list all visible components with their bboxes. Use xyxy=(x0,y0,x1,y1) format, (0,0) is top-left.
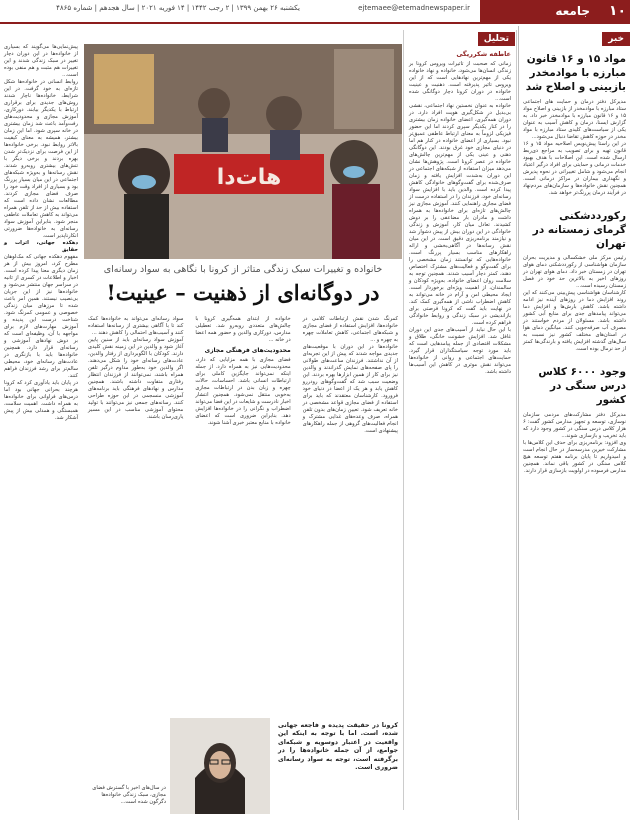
news-label: خبر xyxy=(602,32,630,46)
left-text-column xyxy=(0,44,82,820)
byline: عاطفه شکرریگی xyxy=(456,50,511,58)
left-col-text-2: مفهوم دهکده جهانی که مک‌لوهان مطرح کرد، امروز بیش از هر زمان دیگری معنا پیدا کرده است. اخبار و اطلاعات در کسری از ثانیه در سراسر جهان منتشر می‌شود و خانواده‌ها نیز از این جریان بی‌نصیب نیستند. همین امر باعث شده تا مرزهای میان زندگی خصوصی و عمومی کمرنگ شود. شناخت درست این پدیده و آموزش مهارت‌های لازم برای مواجهه با آن، وظیفه‌ای است که بر دوش نهادهای آموزشی و رسانه‌ای قرار دارد. همچنین خانواده‌ها باید با بازنگری در عادت‌های رسانه‌ای خود، محیطی سالم‌تر برای رشد فرزندان فراهم کنند. xyxy=(4,254,78,379)
news-body-1-cont: در این راستا پیش‌نویس اصلاحیه مواد ۱۵ و ۱۶ قانون تهیه و برای تصویب به مراجع ذی‌ربط ارسال شده است. این اصلاحات با هدف بهبود خدمات درمانی و حمایتی برای افراد درگیر اعتیاد انجام می‌شود و شامل تغییراتی در نحوه پذیرش و نگهداری بیماران در مراکز درمانی است. همچنین نقش خانواده‌ها و سازمان‌های مردم‌نهاد در فرآیند درمان پررنگ‌تر خواهد شد. xyxy=(523,140,626,196)
news-headline-1[interactable]: مواد ۱۵ و ۱۶ قانون مبارزه با موادمخدر بازبینی و اصلاح شد xyxy=(525,53,626,94)
body-column-3 xyxy=(84,316,187,736)
analysis-body: زمانی که صحبت از تاثیرات ویروس کرونا بر زندگی انسان‌ها می‌شود، خانواده و نهاد خانواده یکی از مهم‌ترین نهادهایی است که از این ویروس تاثیر پذیرفته است. ذهنیت و عینیت خانواده در دوران کرونا دچار دوگانگی شده است... xyxy=(409,61,511,102)
section-tag xyxy=(480,0,630,22)
analysis-body-cont: خانواده به عنوان نخستین نهاد اجتماعی، نقشی بی‌بدیل در شکل‌گیری هویت افراد دارد. در دوران همه‌گیری، اعضای خانواده زمان بیشتری را در کنار یکدیگر سپری کردند اما این حضور فیزیکی لزوماً به معنای ارتباط عاطفی عمیق‌تر نبود. بسیاری از اعضای خانواده در کنار هم اما در دنیای مجازی خود غرق بودند. این دوگانگی ذهنی و عینی یکی از مهم‌ترین چالش‌های خانواده در عصر کرونا است. پژوهش‌ها نشان می‌دهد میزان استفاده از شبکه‌های اجتماعی در این دوران به‌شدت افزایش یافته و زمان صرف‌شده برای گفت‌وگوهای خانوادگی کاهش پیدا کرده است. والدین باید با افزایش سواد رسانه‌ای خود، فرزندان را در استفاده درست از فضای مجازی راهنمایی کنند. آموزش مجازی نیز چالش‌های تازه‌ای برای خانواده‌ها به همراه داشت و مادران بار مضاعفی را بر دوش کشیدند. تعادل میان کار، آموزش و زندگی خانوادگی در این دوران بیش از پیش دشوار شد و نیازمند برنامه‌ریزی دقیق است. در این میان نقش رسانه‌ها در آگاهی‌بخشی و ارائه راهکارهای مناسب بسیار پررنگ است. خانواده‌هایی که توانستند زمان مشخصی را برای گفت‌وگو و فعالیت‌های مشترک اختصاص دهند، کمتر دچار آسیب شدند. همچنین توجه به سلامت روان اعضای خانواده، به‌ویژه کودکان و سالمندان، از اهمیت ویژه‌ای برخوردار است. ایجاد محیطی امن و آرام در خانه می‌تواند به کاهش اضطراب ناشی از همه‌گیری کمک کند. در نهایت باید گفت که کرونا فرصتی برای بازاندیشی در سبک زندگی و روابط خانوادگی فراهم کرده است. xyxy=(409,103,511,326)
author-portrait xyxy=(170,718,270,814)
analysis-body-cont-2: با این حال نباید از آسیب‌های جدی این دوران غافل شد. افزایش خشونت خانگی، طلاق و مشکلات اقتصادی از جمله پیامدهایی است که باید مورد توجه سیاستگذاران قرار گیرد. حمایت‌های اجتماعی و روانی از خانواده‌ها می‌تواند نقش موثری در کاهش این آسیب‌ها داشته باشد. xyxy=(409,327,511,375)
portrait-image xyxy=(170,718,270,814)
quote-box xyxy=(274,718,402,814)
left-col-text-3: در پایان باید یادآوری کرد که کرونا هرچند بحرانی جهانی بود اما درس‌های فراوانی برای خانواده‌ها به همراه داشت. اهمیت سلامت، همبستگی و همدلی بیش از پیش آشکار شد. xyxy=(4,380,78,421)
feature-article xyxy=(0,26,402,820)
bazaar-image xyxy=(84,44,402,259)
body-col-1-cont: خانواده‌ها در این دوران با موقعیت‌های جدیدی مواجه شدند که پیش از این تجربه‌ای از آن نداشتند. فرزندان ساعت‌های طولانی را پای صفحه‌های نمایش گذراندند و والدین نیز برای کار از همین ابزارها بهره بردند. این وضعیت سبب شد که گفت‌وگوهای رودررو کاهش یابد و هر یک از اعضا در دنیای خود فرورود. کارشناسان معتقدند که باید برای استفاده از فضای مجازی قواعد مشخصی در خانه تعریف شود. تعیین زمان‌های بدون تلفن همراه، صرف وعده‌های غذایی مشترک و انجام فعالیت‌های گروهی از جمله راهکارهای پیشنهادی است. xyxy=(302,344,398,434)
header-rule xyxy=(0,22,630,24)
body-column-2 xyxy=(191,316,294,736)
body-columns xyxy=(84,316,402,736)
body-col-2-text: خانواده از ابتدای همه‌گیری کرونا با چالش‌های متعددی روبه‌رو شد. تعطیلی مدارس، دورکاری والدین و حضور همه اعضا در خانه ... xyxy=(195,316,291,343)
left-col-bold: دهکده جهانی، اثرات و حقایق xyxy=(4,240,78,253)
shop-sign-text: هات‌دا xyxy=(216,165,282,190)
left-col-text: پیش‌نمایی‌ها می‌گویند که بسیاری از خانواده‌ها در این دوران دچار تغییر در سبک زندگی شدند و این تغییرات هم مثبت و هم منفی بوده است... xyxy=(4,44,78,78)
news-body-2: رئیس مرکز ملی خشکسالی و مدیریت بحران سازمان هواشناسی از رکورددشکنی دمای هوای تهران در زمستان خبر داد. دمای هوای تهران در روزهای اخیر به بالاترین حد خود در فصل زمستان رسیده است... xyxy=(523,255,626,290)
body-column-1 xyxy=(299,316,402,736)
analysis-label: تحلیل xyxy=(478,32,515,46)
news-body-2-cont: کارشناسان هواشناسی پیش‌بینی می‌کنند که این روند افزایش دما در روزهای آینده نیز ادامه داشته باشد. کاهش بارش‌ها و افزایش دما می‌تواند پیامدهای جدی برای منابع آبی کشور داشته باشد. مسئولان از مردم خواستند در مصرف آب صرفه‌جویی کنند. میانگین دمای هوا در استان‌های مختلف کشور نیز نسبت به سال‌های گذشته افزایش یافته و بارندگی‌ها کمتر از حد نرمال بوده است. xyxy=(523,290,626,353)
left-col-text-cont: روابط انسانی در خانواده‌ها شکل تازه‌ای به خود گرفت. در این شرایط، خانواده‌ها ناچار شدند روش‌های جدیدی برای برقراری ارتباط با یکدیگر بیابند. دورکاری، آموزش مجازی و محدودیت‌های رفت‌وآمد باعث شد زمان بیشتری در خانه سپری شود. اما این زمان بیشتر، همیشه به معنای کیفیت بالاتر روابط نبود. برخی خانواده‌ها از این فرصت برای نزدیک‌تر شدن بهره بردند و برخی دیگر با تنش‌های بیشتری روبه‌رو شدند. نقش رسانه‌ها و به‌ویژه شبکه‌های اجتماعی در این میان بسیار پررنگ بود و بسیاری از افراد وقت خود را صرف فضای مجازی کردند. مطالعات نشان داده است که استفاده بیش از حد از تلفن همراه می‌تواند به کاهش تعاملات عاطفی منجر شود. بنابراین آموزش سواد رسانه‌ای به خانواده‌ها ضرورتی انکارناپذیر است. xyxy=(4,79,78,239)
feature-subhead: خانواده و تغییرات سبک زندگی متاثر از کرونا با نگاهی به سواد رسانه‌ای xyxy=(103,264,383,275)
page-number: ۱۰ xyxy=(608,3,626,19)
pull-text: در سال‌های اخیر با گسترش فضای مجازی، سبک زندگی خانواده‌ها دگرگون شده است... xyxy=(92,785,166,805)
body-col-1-text: کمرنگ شدن نقش ارتباطات کلامی در خانواده‌ها، افزایش استفاده از فضای مجازی و شبکه‌های اجتماعی، کاهش تعاملات چهره به چهره و ... xyxy=(302,316,398,343)
feature-photo xyxy=(84,44,402,259)
news-body-1: مدیرکل دفتر درمان و حمایت های اجتماعی ستاد مبارزه با موادمخدر از بازبینی و اصلاح مواد ۱۵ و ۱۶ قانون مبارزه با موادمخدر خبر داد. به گزارش ایسنا، درمان و کاهش آسیب به عنوان یکی از سیاست‌های کلیدی ستاد مبارزه با مواد مخدر در حوزه کاهش تقاضا دنبال می‌شود... xyxy=(523,98,626,140)
body-col-3-cont: آموزش سواد رسانه‌ای باید از سنین پایین آغاز شود و والدین در این زمینه نقش کلیدی دارند. کودکان با الگوبرداری از رفتار والدین، عادت‌های رسانه‌ای خود را شکل می‌دهند. اگر والدین خود به‌طور مداوم درگیر تلفن همراه باشند، نمی‌توانند از فرزندان انتظار رفتاری متفاوت داشته باشند. همچنین مدارس و نهادهای فرهنگی باید برنامه‌های آموزشی منسجمی در این حوزه طراحی کنند. رسانه‌های جمعی نیز می‌توانند با تولید محتوای آموزشی مناسب در این مسیر یاری‌رسان باشند. xyxy=(88,337,184,420)
analysis-column xyxy=(405,26,515,820)
feature-headline[interactable]: در دوگانه‌ای از ذهنیت – عینیت! xyxy=(106,280,380,305)
section-email[interactable]: ejtemaee@etemadnewspaper.ir xyxy=(358,4,470,12)
page-header xyxy=(0,0,630,22)
quote-text: کرونا در حقیقت پدیده و فاجعه جهانی شده، است. اما با توجه به اینکه این واقعیت در اعتبار دوسویه و شبکه‌ای جوامع، از آن جمله خانواده‌ها را در برگرفته است، توجه به سواد رسانه‌ای ضروری است. xyxy=(278,722,398,772)
body-col-2-cont: فضای مجازی با همه مزایایی که دارد، محدودیت‌هایی نیز به همراه دارد. از جمله اینکه نمی‌تواند جایگزین کاملی برای ارتباطات انسانی باشد. احساسات، حالات چهره و زبان بدن در ارتباطات مجازی به‌خوبی منتقل نمی‌شود. همچنین انتشار اخبار نادرست و شایعات در این فضا می‌تواند اضطراب و نگرانی را در خانواده‌ها افزایش دهد. بنابراین ضروری است که اعضای خانواده با منابع معتبر خبری آشنا شوند. xyxy=(195,357,291,426)
news-body-3-cont: وی افزود: برنامه‌ریزی برای حذف این کلاس‌ها با مشارکت خیرین مدرسه‌ساز در حال انجام است و امیدواریم تا پایان برنامه هفتم توسعه هیچ کلاس سنگی در کشور باقی نماند. همچنین مدارس فرسوده در اولویت بازسازی قرار دارند. xyxy=(523,439,626,474)
news-headline-3[interactable]: وجود ۶۰۰۰ کلاس درس سنگی در کشور xyxy=(538,366,626,407)
inline-subtitle: محدودیت‌های فرهنگی مجازی xyxy=(204,347,291,354)
dateline: یکشنبه ۲۶ بهمن ۱۳۹۹ | ۲ رجب ۱۴۴۲ | ۱۴ فوریه ۲۰۲۱ | سال هجدهم | شماره ۴۸۶۵ xyxy=(56,4,300,12)
news-column xyxy=(518,26,630,820)
news-headline-2[interactable]: رکورددشکنی گرمای زمستانه در تهران xyxy=(532,209,626,250)
column-divider xyxy=(403,30,404,810)
section-name: جامعه xyxy=(555,4,590,18)
news-body-3: مدیرکل دفتر مشارکت‌های مردمی سازمان نوسازی، توسعه و تجهیز مدارس کشور گفت: ۶ هزار کلاس درس سنگی در کشور وجود دارد که باید تخریب و بازسازی شوند... xyxy=(523,411,626,439)
body-col-3-text: سواد رسانه‌ای می‌تواند به خانواده‌ها کمک کند تا با آگاهی بیشتری از رسانه‌ها استفاده کنند و آسیب‌های احتمالی را کاهش دهند ... xyxy=(88,316,184,336)
column-divider xyxy=(516,30,517,810)
